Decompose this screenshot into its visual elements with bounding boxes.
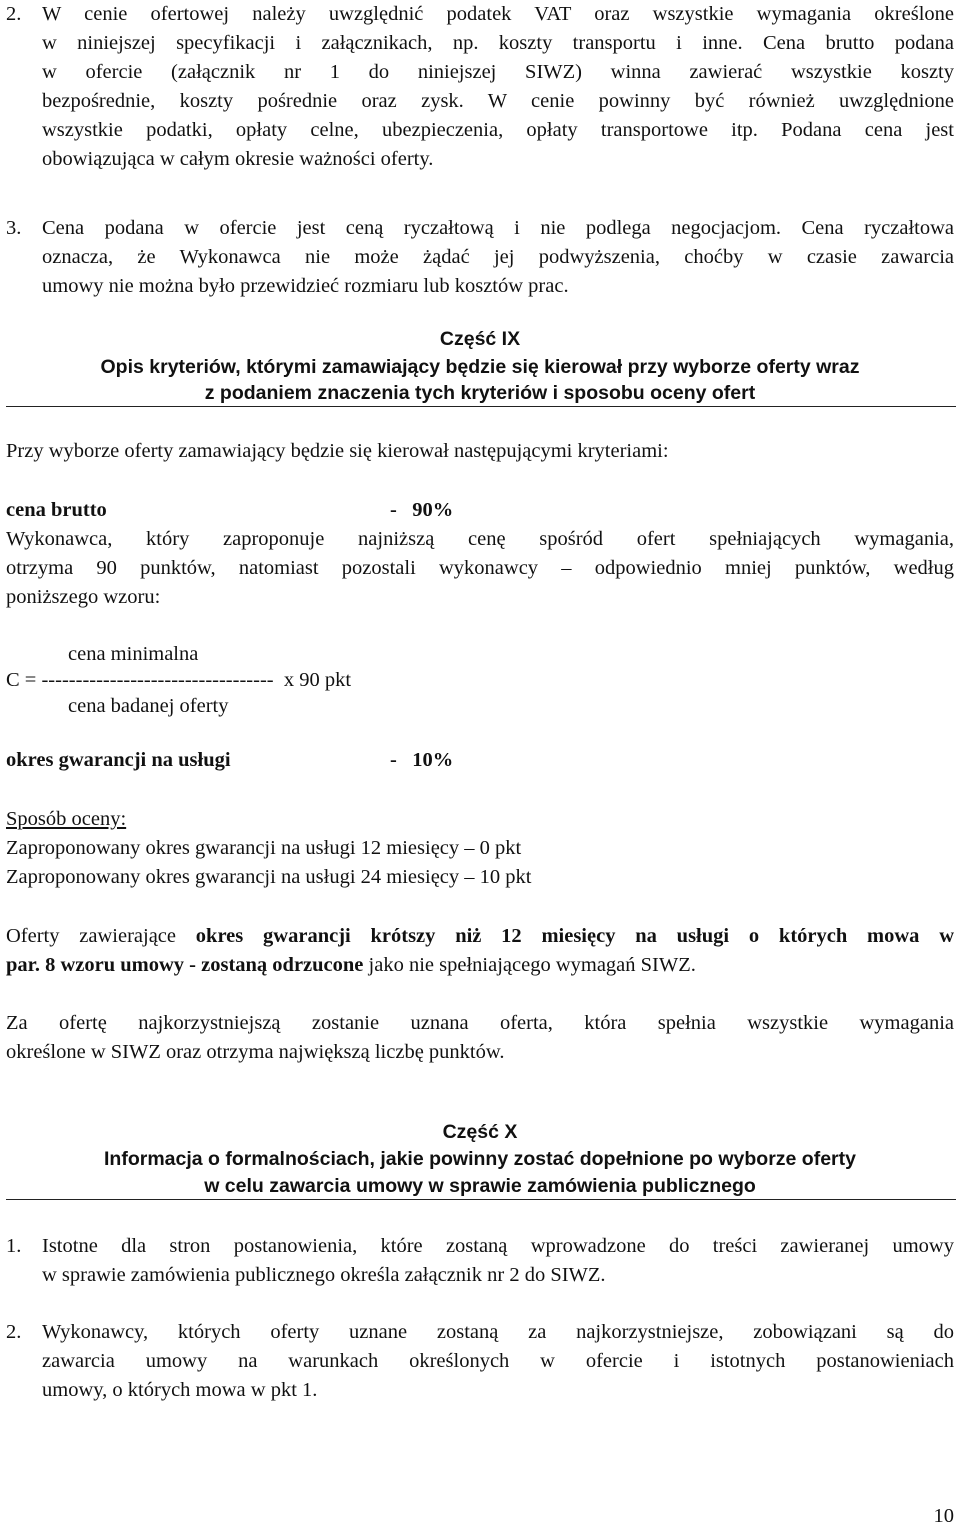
item-3-line-1: Cena podana w ofercie jest ceną ryczałtową i nie podlega negocjacjom. Cena ryczałtowa xyxy=(42,217,954,239)
rejection-line-1-bold: okres gwarancji krótszy niż 12 miesięcy na usługi o których mowa w xyxy=(195,925,955,947)
part-10-title-line-2: w celu zawarcia umowy w sprawie zamówienia publicznego xyxy=(204,1175,756,1197)
criterion-2-weight: - 10% xyxy=(390,749,454,771)
part-10-item-2-line-2: zawarcia umowy na warunkach określonych w ofercie i istotnych postanowieniach xyxy=(42,1350,954,1372)
scoring-row-2: Zaproponowany okres gwarancji na usługi 24 miesięcy – 10 pkt xyxy=(6,866,532,888)
item-2-line-4: bezpośrednie, koszty pośrednie oraz zysk. W cenie powinny być również uwzględnione xyxy=(42,90,954,112)
item-2-line-2: w niniejszej specyfikacji i załącznikach, np. koszty transportu i inne. Cena brutto podana xyxy=(42,32,954,54)
item-3-line-3: umowy nie można było przewidzieć rozmiaru lub kosztów prac. xyxy=(42,275,569,297)
formula-denominator: cena badanej oferty xyxy=(68,695,229,717)
item-2-line-1: W cenie ofertowej należy uwzględnić podatek VAT oraz wszystkie wymagania określone xyxy=(42,3,954,25)
item-2-line-3: w ofercie (załącznik nr 1 do niniejszej SIWZ) winna zawierać wszystkie koszty xyxy=(42,61,954,83)
rejection-line-2 xyxy=(6,951,696,980)
part-10-heading: Część X xyxy=(442,1121,518,1143)
item-2-line-6: obowiązująca w całym okresie ważności oferty. xyxy=(42,148,434,170)
item-3-number: 3. xyxy=(6,217,22,239)
award-line-1: Za ofertę najkorzystniejszą zostanie uznana oferta, która spełnia wszystkie wymagania xyxy=(6,1012,954,1034)
criterion-1-desc-line-3: poniższego wzoru: xyxy=(6,586,161,608)
part-10-item-2-number: 2. xyxy=(6,1321,22,1343)
scoring-row-1: Zaproponowany okres gwarancji na usługi 12 miesięcy – 0 pkt xyxy=(6,837,522,859)
formula-line: C = ---------------------------------- x 90 pkt xyxy=(6,669,352,691)
rejection-line-1 xyxy=(6,922,954,951)
criterion-1-desc-line-1: Wykonawca, który zaproponuje najniższą cenę spośród ofert spełniających wymagania, xyxy=(6,528,954,550)
part-10-item-2-line-1: Wykonawcy, których oferty uznane zostaną za najkorzystniejsze, zobowiązani są do xyxy=(42,1321,954,1343)
item-2-line-5: wszystkie podatki, opłaty celne, ubezpieczenia, opłaty transportowe itp. Podana cena jest xyxy=(42,119,954,141)
page-number: 10 xyxy=(933,1505,954,1527)
award-line-2: określone w SIWZ oraz otrzyma największą liczbę punktów. xyxy=(6,1041,505,1063)
formula-numerator: cena minimalna xyxy=(68,643,199,665)
item-2-number: 2. xyxy=(6,3,22,25)
part-10-divider xyxy=(6,1199,956,1200)
part-9-title-line-2: z podaniem znaczenia tych kryteriów i sposobu oceny ofert xyxy=(204,382,756,404)
criterion-2-label: okres gwarancji na usługi xyxy=(6,749,231,771)
part-10-item-1-number: 1. xyxy=(6,1235,22,1257)
part-9-divider xyxy=(6,406,956,407)
rejection-line-2-bold: par. 8 wzoru umowy - zostaną odrzucone xyxy=(6,954,364,976)
part-9-title-line-1: Opis kryteriów, którymi zamawiający będzie się kierował przy wyborze oferty wraz xyxy=(100,356,860,378)
part-10-item-2-line-3: umowy, o których mowa w pkt 1. xyxy=(42,1379,318,1401)
rejection-line-1-normal: Oferty zawierające xyxy=(6,925,196,947)
criterion-1-desc-line-2: otrzyma 90 punktów, natomiast pozostali wykonawcy – odpowiednio mniej punktów, według xyxy=(6,557,954,579)
criteria-intro: Przy wyborze oferty zamawiający będzie się kierował następującymi kryteriami: xyxy=(6,440,669,462)
rejection-line-2-normal: jako nie spełniającego wymagań SIWZ. xyxy=(363,954,696,976)
item-3-line-2: oznacza, że Wykonawca nie może żądać jej podwyższenia, choćby w czasie zawarcia xyxy=(42,246,954,268)
scoring-heading: Sposób oceny: xyxy=(6,808,127,830)
criterion-1-weight: - 90% xyxy=(390,499,454,521)
part-10-item-1-line-1: Istotne dla stron postanowienia, które zostaną wprowadzone do treści zawieranej umowy xyxy=(42,1235,954,1257)
part-10-item-1-line-2: w sprawie zamówienia publicznego określa załącznik nr 2 do SIWZ. xyxy=(42,1264,606,1286)
part-9-heading: Część IX xyxy=(439,328,521,350)
criterion-1-label: cena brutto xyxy=(6,499,107,521)
part-10-title-line-1: Informacja o formalnościach, jakie powinny zostać dopełnione po wyborze oferty xyxy=(104,1148,856,1170)
